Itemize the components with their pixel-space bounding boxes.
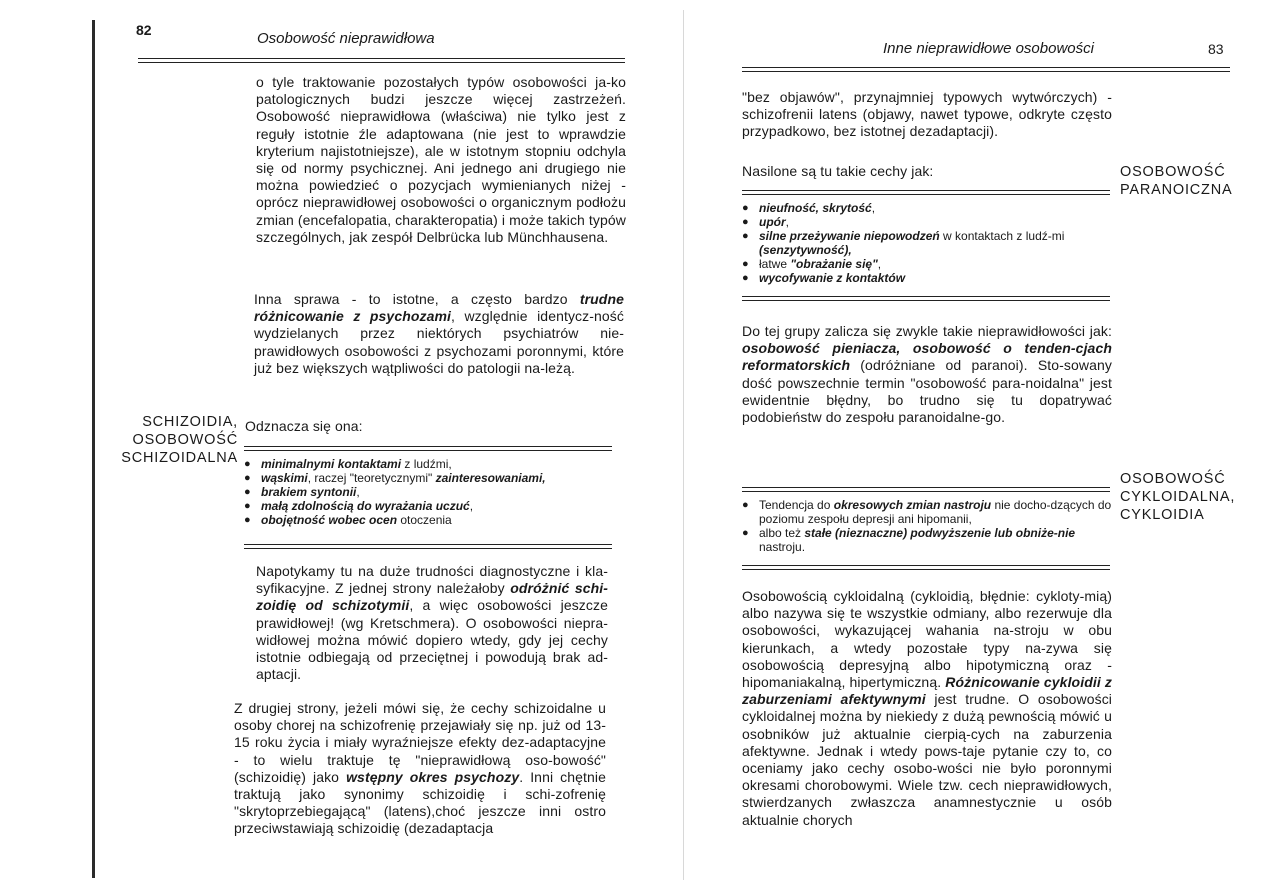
bullet-list-cycloid — [742, 498, 1112, 554]
rule-above-bullets-right-1 — [742, 190, 1110, 195]
side-heading-line: CYKLOIDIA — [1120, 507, 1205, 523]
rule-above-bullets-right-2 — [742, 487, 1110, 492]
paragraph-4-left: Z drugiej strony, jeżeli mówi się, że cechy schizoidalne u osoby chorej na schizofrenię przejawiały się np. już od 13-15 roku życia i miały wyraźniejsze efekty dez-adaptacyjne - to wielu traktuje tę "nieprawidłową oso-bowość" (schizoidię) jako wstępny okres psychozy. Inni chętnie traktują jako synonimy schizoidię i schi-zofrenię "skrytoprzebiegającą" (latens),choć jeszcze inni ostro przeciwstawiają schizoidię (dezadaptacja — [234, 700, 606, 837]
list-item: ● wycofywanie z kontaktów — [742, 271, 1112, 285]
paragraph-3-left: Napotykamy tu na duże trudności diagnostyczne i kla-syfikacyjne. Z jednej strony należałoby odróżnić schi-zoidię od schizotymii, a więc osobowości jeszcze prawidłowej! (wg Kretschmera). O osobowości niepra-widłowej można mówić dopiero wtedy, gdy jej cechy istotnie odbiegają od przeciętnej i powodują brak ad-aptacji. — [256, 563, 608, 683]
list-item: ● minimalnymi kontaktami z ludźmi, — [244, 457, 614, 471]
rule-below-bullets-right-2 — [742, 565, 1110, 570]
list-item: ● Tendencja do okresowych zmian nastroju nie docho-dzących do poziomu zespołu depresji ani hipomanii, — [742, 498, 1112, 526]
list-item: ● brakiem syntonii, — [244, 485, 614, 499]
list-item: ● łatwe "obrażanie się", — [742, 257, 1112, 271]
paragraph-2-left: Inna sprawa - to istotne, a często bardzo trudne różnicowanie z psychozami, względnie identycz-ność wydzielanych przez niektórych psychiatrów nie-prawidłowych osobowości z psychozami poronnymi, które już bez większych wątpliwości do patologii na-leżą. — [254, 291, 624, 376]
list-item: ● silne przeżywanie niepowodzeń w kontaktach z ludź-mi (senzytywność), — [742, 229, 1112, 257]
paragraph-1-right: "bez objawów", przynajmniej typowych wytwórczych) - schizofrenii latens (objawy, nawet typowe, odkryte często przypadkowo, bez istotnej dezadaptacji). — [742, 89, 1112, 140]
list-item: ● małą zdolnością do wyrażania uczuć, — [244, 499, 614, 513]
side-heading-line: SCHIZOIDIA, — [142, 414, 238, 430]
rule-below-bullets-left — [244, 544, 612, 549]
running-head-right: Inne nieprawidłowe osobowości — [883, 40, 1094, 57]
header-rule-left — [138, 58, 625, 63]
side-heading-line: OSOBOWOŚĆ — [132, 432, 238, 448]
paragraph-3-right: Osobowością cykloidalną (cykloidią, błędnie: cykloty-mią) albo nazywa się te wszystkie odmiany, albo rezerwuje dla osobowości, wykazującej wahania na-stroju w obu kierunkach, a wtedy pozostałe typy na-zywa się osobowością depresyjną albo hipotymiczną oraz - hipomaniakalną, hipertymiczną. Różnicowanie cykloidii z zaburzeniami afektywnymi jest trudne. O osobowości cykloidalnej można by niekiedy z dużą pewnością mówić u osobników już aktualnie cierpią-cych na zaburzenia afektywne. Jednak i wtedy pows-taje pytanie czy to, co oceniamy jako cechy osobo-wości nie było poronnymi okresami chorobowymi. Wiele tzw. cech nieprawidłowych, stwierdzanych zwłaszcza anamnestycznie u osób aktualnie chorych — [742, 588, 1113, 828]
side-heading-line: PARANOICZNA — [1120, 182, 1233, 198]
right-page — [680, 0, 1263, 893]
bullet-list-paranoid — [742, 201, 1112, 285]
running-head-left: Osobowość nieprawidłowa — [257, 30, 435, 47]
side-heading-line: CYKLOIDALNA, — [1120, 489, 1236, 505]
paragraph-1-left: o tyle traktowanie pozostałych typów osobowości ja-ko patologicznych budzi jeszcze więcej zastrzeżeń. Osobowość nieprawidłowa (właściwa) nie tylko jest z reguły istotnie źle adaptowana (nie jest to wprawdzie kryterium najistotniejsze), ale w istotnym stopniu odchyla się od normy psychicznej. Ani jednego ani drugiego nie można powiedzieć o pozycjach wymienianych niżej - oprócz nieprawidłowej osobowości o organicznym podłożu zmian (encefalopatia, charakteropatia) i może takich typów szczególnych, jak zespół Delbrücka lub Münchhausena. — [256, 74, 626, 245]
list-item: ● nieufność, skrytość, — [742, 201, 1112, 215]
side-heading-line: OSOBOWOŚĆ — [1120, 164, 1226, 180]
rule-above-bullets-left — [244, 446, 612, 451]
side-heading-paranoid — [1120, 163, 1260, 199]
rule-below-bullets-right-1 — [742, 296, 1110, 301]
page-number-left: 82 — [136, 22, 152, 38]
intro-schizoid: Odznacza się ona: — [245, 418, 363, 434]
binding-shadow — [92, 20, 95, 878]
page-number-right: 83 — [1208, 41, 1224, 57]
side-heading-cycloid — [1120, 470, 1260, 524]
list-item: ● upór, — [742, 215, 1112, 229]
intro-paranoid: Nasilone są tu takie cechy jak: — [742, 163, 934, 179]
list-item: ● obojętność wobec ocen otoczenia — [244, 513, 614, 527]
list-item: ● albo też stałe (nieznaczne) podwyższenie lub obniże-nie nastroju. — [742, 526, 1112, 554]
bullet-list-schizoid — [244, 457, 614, 527]
list-item: ● wąskimi, raczej "teoretycznymi" zainteresowaniami, — [244, 471, 614, 485]
side-heading-line: OSOBOWOŚĆ — [1120, 471, 1226, 487]
header-rule-right — [742, 67, 1230, 72]
side-heading-line: SCHIZOIDALNA — [121, 450, 238, 466]
side-heading-schizoid — [100, 413, 238, 467]
paragraph-2-right: Do tej grupy zalicza się zwykle takie nieprawidłowości jak: osobowość pieniacza, osobowość o tenden-cjach reformatorskich (odróżniane od paranoi). Sto-sowany dość powszechnie termin "osobowość para-noidalna" jest ewidentnie błędny, bo trudno się tu dopatrywać podobieństw do zespołu paranoidalne-go. — [742, 323, 1112, 426]
